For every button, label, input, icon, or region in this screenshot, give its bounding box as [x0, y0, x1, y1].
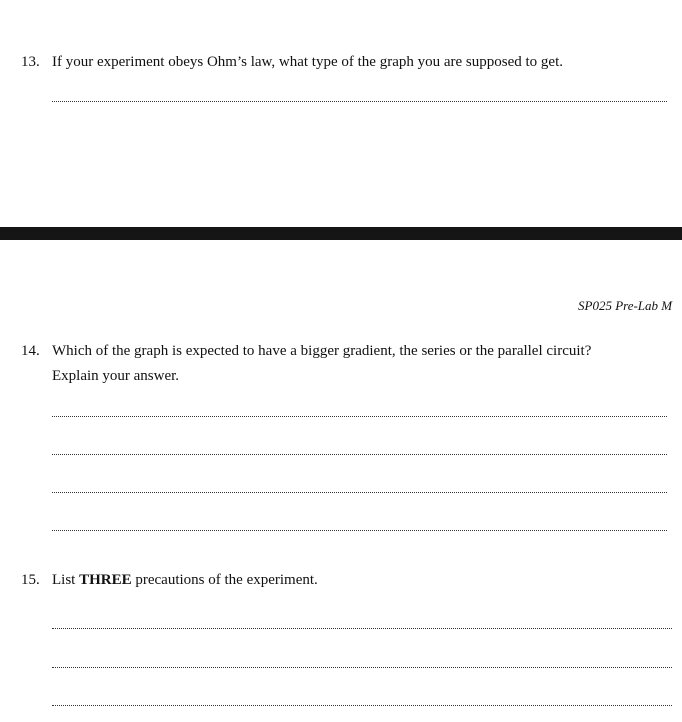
- answer-line[interactable]: [52, 530, 667, 531]
- answer-line[interactable]: [52, 454, 667, 455]
- question-number: 15.: [21, 572, 40, 588]
- question-text-line-2: Explain your answer.: [52, 368, 180, 384]
- question-number: 14.: [21, 343, 40, 359]
- answer-line[interactable]: [52, 705, 672, 706]
- answer-line[interactable]: [52, 667, 672, 668]
- page-header: SP025 Pre-Lab M: [578, 298, 673, 313]
- page-divider: [0, 227, 682, 240]
- question-text: Which of the graph is expected to have a bigger gradient, the series or the parallel circuit?: [52, 343, 592, 359]
- question-text: If your experiment obeys Ohm’s law, what type of the graph you are supposed to get.: [52, 54, 563, 70]
- question-text: [52, 571, 318, 589]
- answer-line[interactable]: [52, 101, 667, 102]
- answer-line[interactable]: [52, 492, 667, 493]
- question-number: 13.: [21, 54, 40, 70]
- answer-line[interactable]: [52, 416, 667, 417]
- question-text-emphasis: THREE: [79, 572, 132, 588]
- question-text-start: List: [52, 572, 80, 588]
- answer-line[interactable]: [52, 628, 672, 629]
- question-text-end: precautions of the experiment.: [131, 572, 318, 588]
